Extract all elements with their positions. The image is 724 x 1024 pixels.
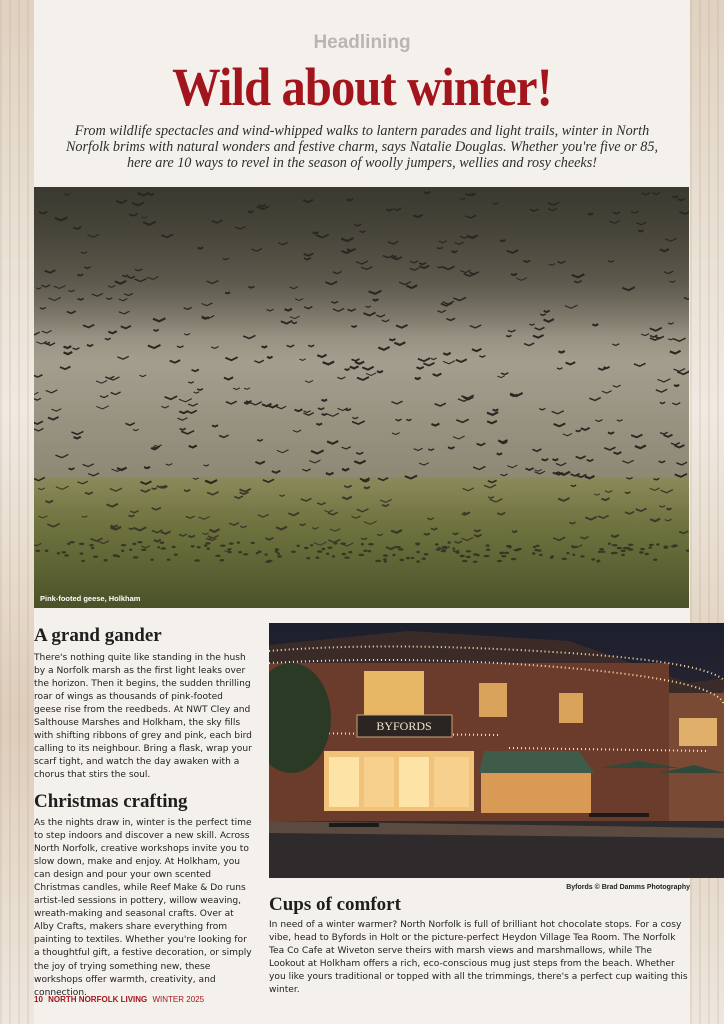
photo-credit: Byfords © Brad Damms Photography [566,884,690,891]
section-tag: Headlining [313,32,411,53]
issue-label: WINTER 2025 [152,995,205,1004]
heading-cups-of-comfort: Cups of comfort [269,894,401,915]
article-body-christmas-crafting: As the nights draw in, winter is the perfect time to step indoors and discover a new skill. Across North Norfolk, creative workshops invite you to slow down, make and enjoy. At Holkham, you can design and pour your own scented Christmas candles, while Reef Make & Do runs artist-led sessions in pottery, willow weaving, wreath-making and seasonal crafts. Over at Alby Crafts, makers share everything from painting to textiles. Whether you're looking for a thoughtful gift, a festive decoration, or simply the joy of trying something new, these workshops offer warmth, creativity, and connection. [34,818,252,998]
geese-flock-illustration [34,187,689,608]
page-footer [34,995,204,1004]
article-body-a-grand-gander: There's nothing quite like standing in the hush by a Norfolk marsh as the first light leaks over the horizon. Then it begins, the sudden thrilling roar of wings as thousands of pink-footed geese rise from the reedbeds. At NWT Cley and Salthouse Marshes and Holkham, the sky fills with shifting ribbons of grey and pink, each bird calling to its neighbour. Bring a flask, wrap your scarf tight, and watch the day awaken with a chorus that stirs the soul. [34,653,252,781]
hero-photo-caption: Pink-footed geese, Holkham [40,594,141,603]
standfirst: From wildlife spectacles and wind-whipped walks to lantern parades and light trails, winter in North Norfolk brims with natural wonders and festive charm, says Natalie Douglas. Whether you're five or 85, here are 10 ways to revel in the season of woolly jumpers, wellies and rosy cheeks! [65,123,659,171]
byfords-sign: BYFORDS [376,719,432,733]
hero-photo-geese [34,187,689,608]
page-title: Wild about winter! [172,57,552,117]
heading-christmas-crafting: Christmas crafting [34,791,188,812]
byfords-shopfront-photo [269,623,724,878]
article-body-cups-of-comfort: In need of a winter warmer? North Norfolk is full of brilliant hot chocolate stops. For a cosy vibe, head to Byfords in Holt or the picture-perfect Heydon Village Tea Room. The Norfolk Tea Co Cafe at Wiveton serve theirs with marsh views and marshmallows, while The Lookout at Holkham offers a rich, eco-conscious mug just steps from the beach. Whether you like yours traditional or topped with all the trimmings, there's a perfect cup waiting this winter. [269,920,688,996]
page-number: 10 [34,995,43,1004]
publication-name: NORTH NORFOLK LIVING [48,995,148,1004]
heading-a-grand-gander: A grand gander [34,625,162,646]
